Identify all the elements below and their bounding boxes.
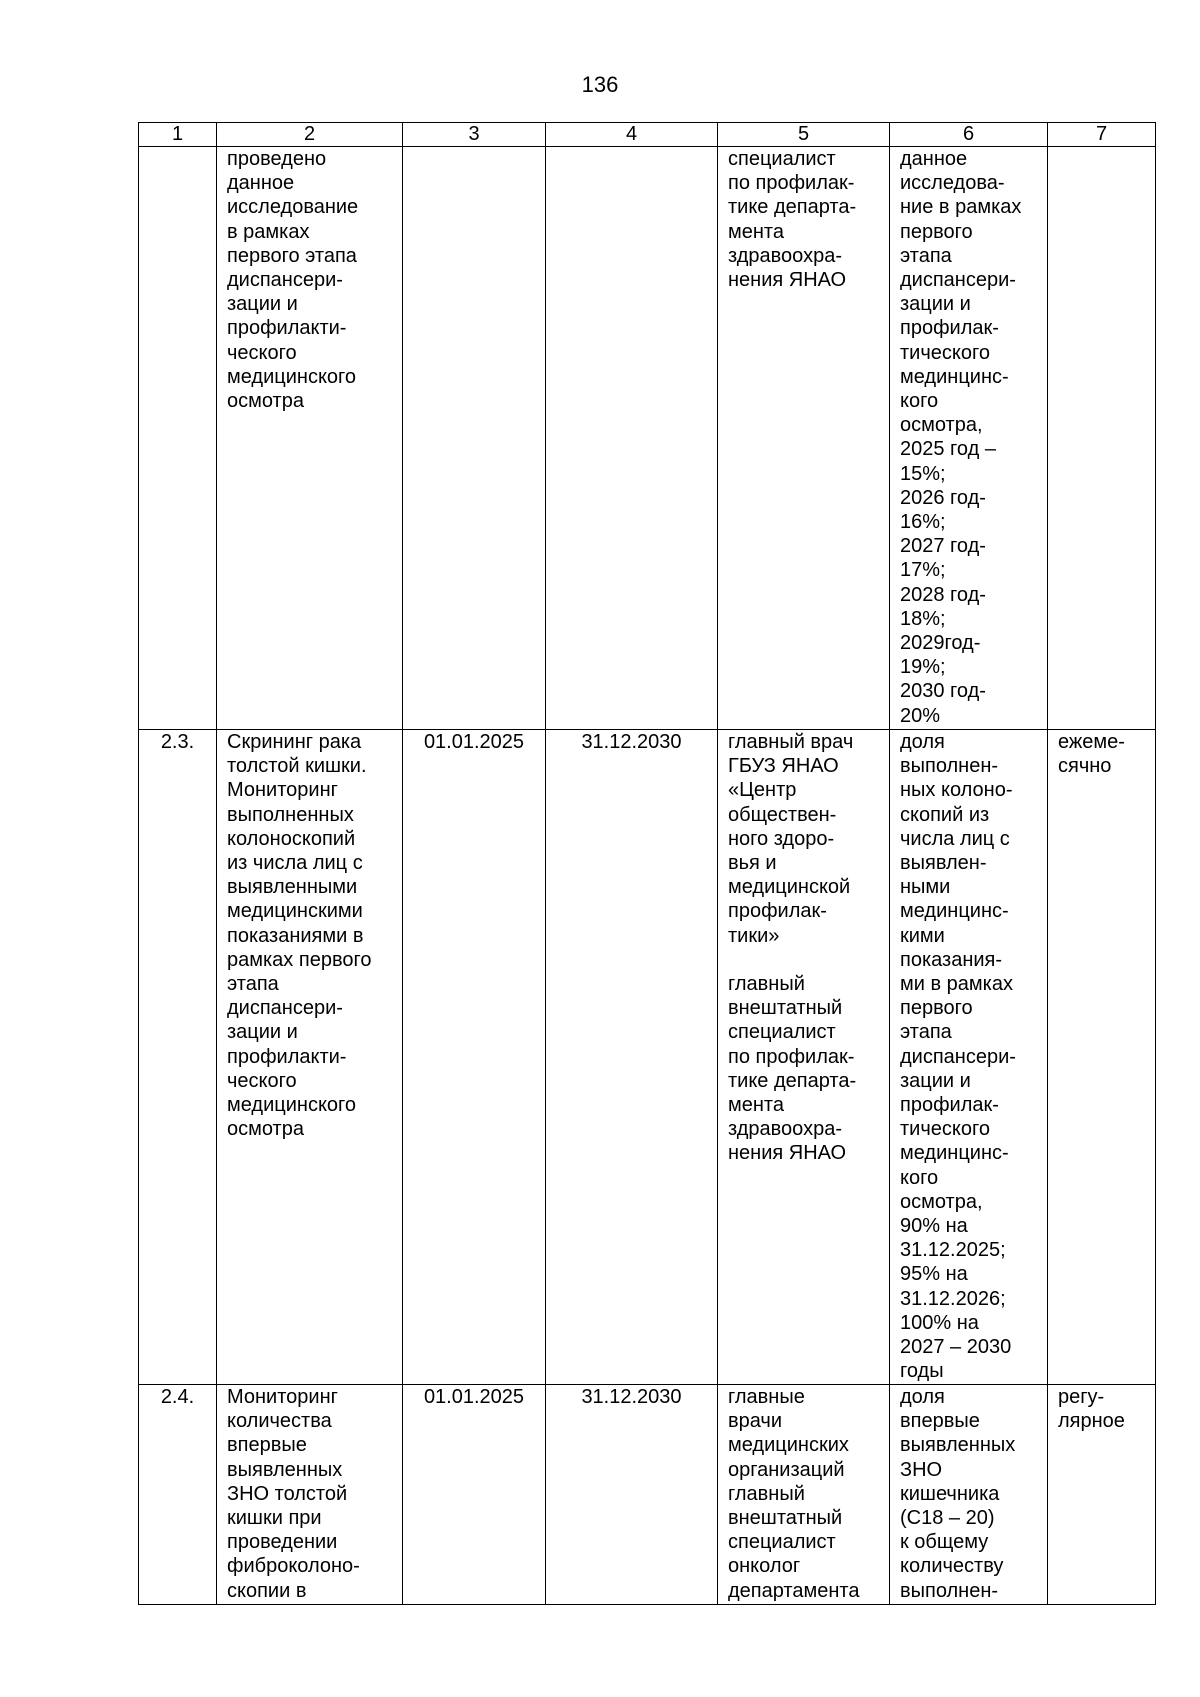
measure-cell: Скрининг рака толстой кишки. Мониторинг выполненных колоноскопий из числа лиц с выявленными медицинскими показаниями в рамках первого этапа диспансери- зации и профилакти- ческого медицинского осмотра: [217, 730, 403, 1385]
row-number-cell: [139, 147, 217, 730]
row-number-cell: 2.4.: [139, 1385, 217, 1605]
frequency-cell: регу- лярное: [1048, 1385, 1156, 1605]
end-date-cell: [546, 147, 718, 730]
frequency-cell: ежеме- сячно: [1048, 730, 1156, 1385]
column-header-2: 2: [217, 123, 403, 147]
indicator-cell: доля впервые выявленных ЗНО кишечника (С18 – 20) к общему количеству выполнен-: [890, 1385, 1048, 1605]
row-number-cell: 2.3.: [139, 730, 217, 1385]
indicator-cell: доля выполнен- ных колоно- скопий из числа лиц с выявлен- ными мединцинс- кими показания- ми в рамках первого этапа диспансери- зации и профилак- тического мединцинс- кого осмотра, 90% на 31.12.2025; 95% на 31.12.2026; 100% на 2027 – 2030 годы: [890, 730, 1048, 1385]
start-date-cell: 01.01.2025: [403, 1385, 546, 1605]
start-date-cell: [403, 147, 546, 730]
measure-cell: Мониторинг количества впервые выявленных ЗНО толстой кишки при проведении фиброколоно- скопии в: [217, 1385, 403, 1605]
table-row: [139, 730, 1156, 1385]
measure-cell: проведено данное исследование в рамках первого этапа диспансери- зации и профилакти- ческого медицинского осмотра: [217, 147, 403, 730]
end-date-cell: 31.12.2030: [546, 730, 718, 1385]
measures-table: [138, 122, 1156, 1605]
end-date-cell: 31.12.2030: [546, 1385, 718, 1605]
responsible-cell: главный врач ГБУЗ ЯНАО «Центр обществен- ного здоро- вья и медицинской профилак- тики» главный внештатный специалист по профилак- тике департа- мента здравоохра- нения ЯНАО: [718, 730, 890, 1385]
frequency-cell: [1048, 147, 1156, 730]
table-row: [139, 147, 1156, 730]
page-number: 136: [581, 72, 619, 97]
table-row: [139, 1385, 1156, 1605]
header-row: [139, 123, 1156, 147]
column-header-1: 1: [139, 123, 217, 147]
column-header-4: 4: [546, 123, 718, 147]
start-date-cell: 01.01.2025: [403, 730, 546, 1385]
responsible-cell: специалист по профилак- тике департа- мента здравоохра- нения ЯНАО: [718, 147, 890, 730]
column-header-7: 7: [1048, 123, 1156, 147]
column-header-6: 6: [890, 123, 1048, 147]
column-header-5: 5: [718, 123, 890, 147]
column-header-3: 3: [403, 123, 546, 147]
indicator-cell: данное исследова- ние в рамках первого этапа диспансери- зации и профилак- тического мединцинс- кого осмотра, 2025 год – 15%; 2026 год- 16%; 2027 год- 17%; 2028 год- 18%; 2029год- 19%; 2030 год- 20%: [890, 147, 1048, 730]
responsible-cell: главные врачи медицинских организаций главный внештатный специалист онколог департамента: [718, 1385, 890, 1605]
